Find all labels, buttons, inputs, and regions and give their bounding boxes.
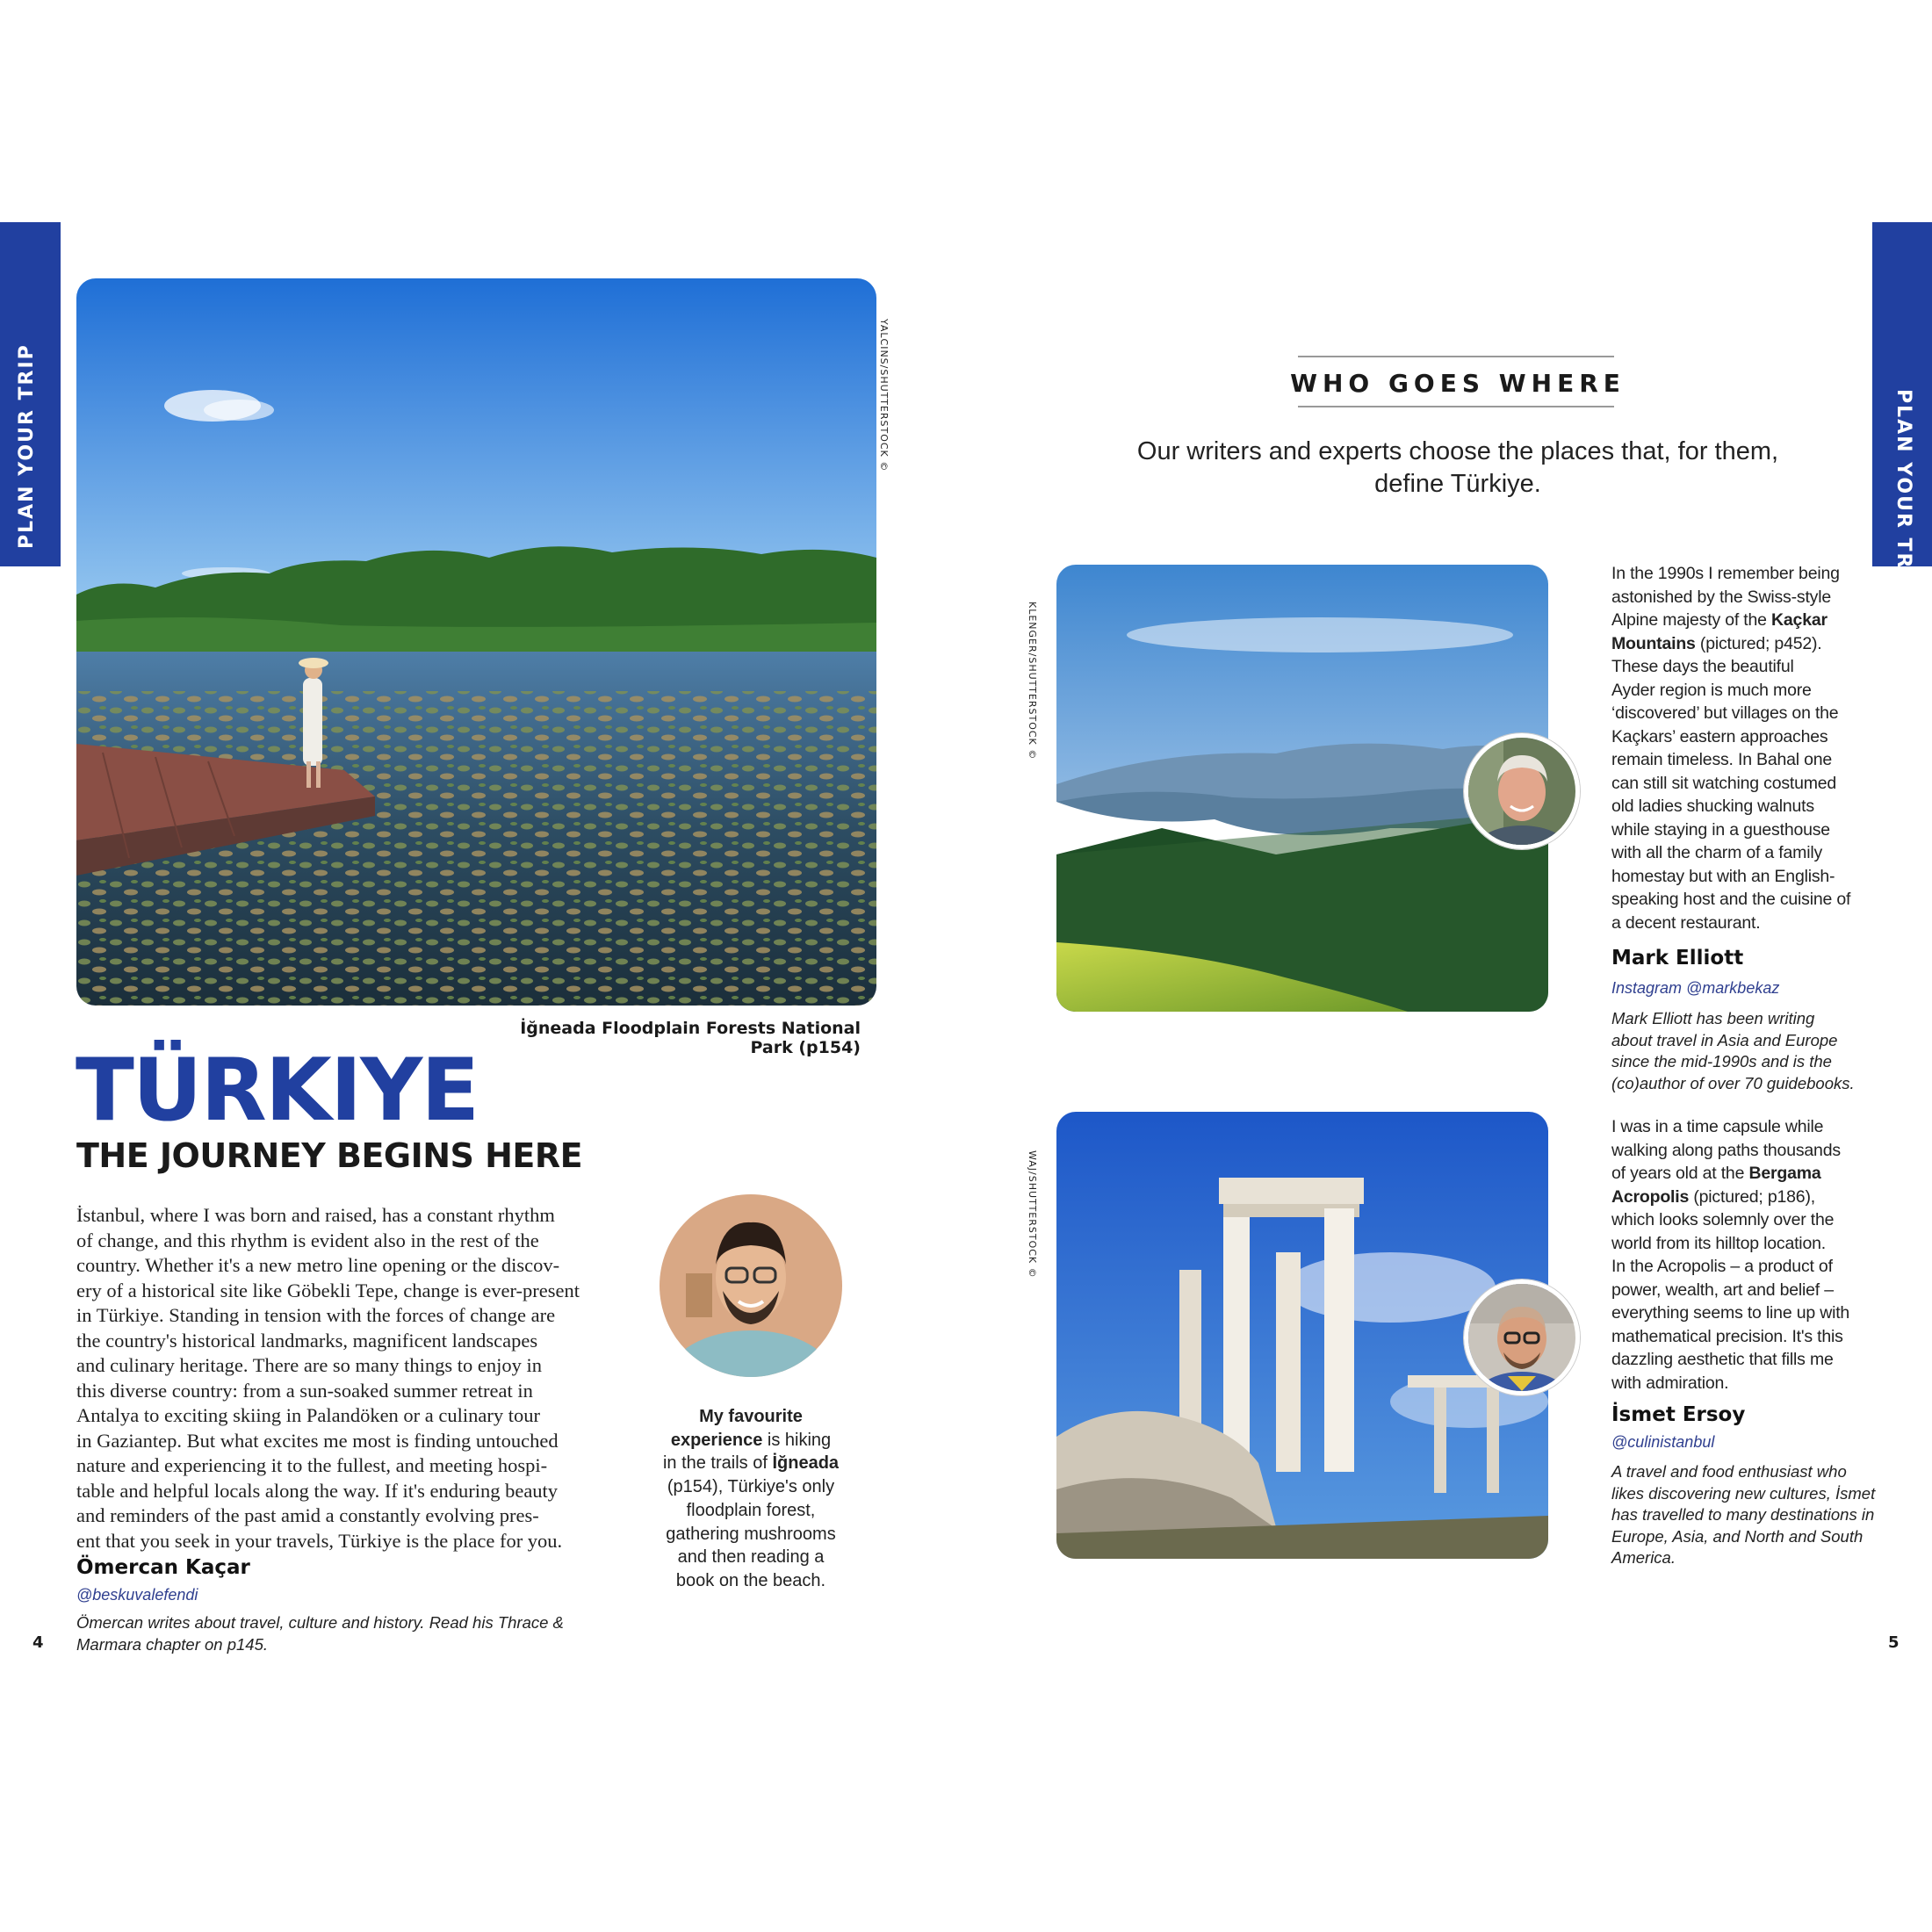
author-name-omercan: Ömercan Kaçar — [76, 1556, 250, 1579]
entry-1-line: Alpine majesty of the Kaçkar — [1611, 610, 1827, 630]
body-line: İstanbul, where I was born and raised, has a constant rhythm — [76, 1204, 555, 1226]
bio-line: about travel in Asia and Europe — [1611, 1030, 1838, 1049]
entry-1-line: can still sit watching costumed — [1611, 773, 1837, 793]
body-line: this diverse country: from a sun-soaked summer retreat in — [76, 1379, 533, 1402]
right-tab-label: PLAN YOUR TRIP — [1892, 389, 1914, 595]
bergama-photo-credit: WAJ/SHUTTERSTOCK © — [1027, 1150, 1038, 1279]
entry-1-line: while staying in a guesthouse — [1611, 819, 1830, 840]
author-handle-omercan[interactable]: @beskuvalefendi — [76, 1586, 198, 1604]
body-line: table and helpful locals along the way. If it's enduring beauty — [76, 1479, 559, 1502]
favourite-experience-callout — [645, 1405, 856, 1593]
entry-1-line: with all the charm of a family — [1611, 843, 1823, 862]
body-line: Antalya to exciting skiing in Palandöken or a culinary tour — [76, 1404, 541, 1426]
lede-line: Our writers and experts choose the places that, for them, — [1136, 437, 1779, 465]
bio-line: has travelled to many destinations in — [1611, 1505, 1875, 1524]
body-line: and reminders of the past amid a constantly evolving pres- — [76, 1504, 539, 1526]
body-line: ent that you seek in your travels, Türkiye is the place for you. — [76, 1529, 563, 1552]
omercan-avatar — [660, 1194, 842, 1377]
entry-1-line: Kaçkars’ eastern approaches — [1611, 726, 1828, 746]
intro-body-text — [76, 1203, 599, 1554]
bio-line: Mark Elliott has been writing — [1611, 1009, 1815, 1027]
entry-2-body — [1611, 1115, 1875, 1395]
section-heading-rule-bottom — [1298, 406, 1614, 407]
fav-bold-3: İğneada — [772, 1453, 840, 1474]
photo-caption: İğneada Floodplain Forests National Park (p154) — [520, 1019, 861, 1057]
entry-2-line: of years old at the Bergama — [1611, 1164, 1821, 1183]
entry-1-body — [1611, 562, 1875, 934]
fav-line: floodplain forest, — [686, 1500, 816, 1520]
page-title: TÜRKIYE — [76, 1041, 479, 1141]
fav-bold-1: My favourite — [699, 1407, 803, 1426]
entry-1-line: a decent restaurant. — [1611, 912, 1761, 933]
author-name-ismet-ersoy: İsmet Ersoy — [1611, 1403, 1746, 1426]
entry-1-line: homestay but with an English- — [1611, 866, 1835, 886]
body-line: country. Whether it's a new metro line opening or the discov- — [76, 1254, 560, 1276]
section-lede — [1054, 436, 1862, 501]
entry-2-line: world from its hilltop location. — [1611, 1233, 1826, 1253]
entry-1-line: In the 1990s I remember being — [1611, 564, 1840, 583]
body-line: nature and experiencing it to the fullest, and meeting hospi- — [76, 1454, 548, 1476]
body-line: in Gaziantep. But what excites me most is finding untouched — [76, 1429, 559, 1452]
bio-line: A travel and food enthusiast who — [1611, 1462, 1847, 1481]
entry-2-line: power, wealth, art and belief – — [1611, 1280, 1834, 1300]
entry-1-line: old ladies shucking walnuts — [1611, 797, 1814, 816]
fav-line: gathering mushrooms — [666, 1524, 836, 1544]
bio-line: Europe, Asia, and North and South — [1611, 1526, 1864, 1546]
author-handle-ismet-ersoy[interactable]: @culinistanbul — [1611, 1433, 1715, 1451]
mark-elliott-avatar — [1464, 733, 1580, 849]
author-handle-mark-elliott[interactable]: Instagram @markbekaz — [1611, 979, 1780, 997]
body-line: of change, and this rhythm is evident also in the rest of the — [76, 1229, 539, 1251]
bio-line: likes discovering new cultures, İsmet — [1611, 1483, 1876, 1503]
entry-2-line: mathematical precision. It's this — [1611, 1326, 1843, 1346]
fav-bold-2: experience — [670, 1430, 763, 1450]
bio-line: America. — [1611, 1548, 1676, 1567]
entry-1-line: ‘discovered’ but villages on the — [1611, 703, 1839, 723]
left-section-tab — [0, 222, 61, 566]
entry-2-line: which looks solemnly over the — [1611, 1210, 1835, 1229]
body-line: ery of a historical site like Göbekli Tepe, change is ever-present — [76, 1279, 580, 1301]
fav-line: (p154), Türkiye's only — [667, 1477, 835, 1497]
left-tab-label: PLAN YOUR TRIP — [16, 343, 38, 549]
fav-text-2: in the trails of — [662, 1453, 773, 1474]
igneada-lake-photo — [76, 278, 876, 1006]
ismet-ersoy-avatar — [1464, 1280, 1580, 1395]
section-heading: WHO GOES WHERE — [1290, 369, 1626, 398]
author-bio-mark-elliott — [1611, 1008, 1884, 1094]
body-line: in Türkiye. Standing in tension with the forces of change are — [76, 1304, 556, 1326]
body-line: the country's historical landmarks, magnificent landscapes — [76, 1329, 538, 1352]
author-bio-omercan: Ömercan writes about travel, culture and history. Read his Thrace & Marmara chapter on p145. — [76, 1613, 564, 1654]
kackar-photo-credit: KLENGER/SHUTTERSTOCK © — [1027, 602, 1038, 761]
entry-2-line: In the Acropolis – a product of — [1611, 1257, 1833, 1276]
page-number-right: 5 — [1888, 1633, 1900, 1652]
section-heading-rule-top — [1298, 356, 1614, 357]
bio-line: (co)author of over 70 guidebooks. — [1611, 1073, 1855, 1092]
entry-2-line: I was in a time capsule while — [1611, 1117, 1824, 1136]
author-name-mark-elliott: Mark Elliott — [1611, 947, 1744, 970]
entry-1-line: Mountains (pictured; p452). — [1611, 633, 1822, 653]
entry-1-line: speaking host and the cuisine of — [1611, 890, 1851, 909]
entry-2-line: walking along paths thousands — [1611, 1140, 1841, 1160]
bio-line: since the mid-1990s and is the — [1611, 1052, 1832, 1071]
entry-2-line: dazzling aesthetic that fills me — [1611, 1350, 1834, 1369]
entry-2-line: with admiration. — [1611, 1373, 1729, 1393]
page-subtitle: THE JOURNEY BEGINS HERE — [76, 1136, 583, 1175]
body-line: and culinary heritage. There are so many things to enjoy in — [76, 1354, 543, 1376]
entry-1-line: astonished by the Swiss-style — [1611, 587, 1831, 607]
lede-line: define Türkiye. — [1374, 470, 1541, 498]
entry-2-line: everything seems to line up with — [1611, 1303, 1850, 1323]
fav-line: book on the beach. — [675, 1570, 826, 1590]
entry-2-line: Acropolis (pictured; p186), — [1611, 1186, 1815, 1207]
entry-1-line: These days the beautiful — [1611, 657, 1794, 676]
author-bio-ismet-ersoy — [1611, 1461, 1884, 1569]
page-number-left: 4 — [32, 1633, 44, 1652]
left-photo-credit: YALCINS/SHUTTERSTOCK © — [878, 319, 890, 472]
fav-line: and then reading a — [677, 1547, 825, 1568]
fav-text-1: is hiking — [762, 1430, 832, 1450]
entry-1-line: Ayder region is much more — [1611, 680, 1812, 700]
entry-1-line: remain timeless. In Bahal one — [1611, 750, 1833, 769]
right-section-tab — [1872, 222, 1932, 595]
